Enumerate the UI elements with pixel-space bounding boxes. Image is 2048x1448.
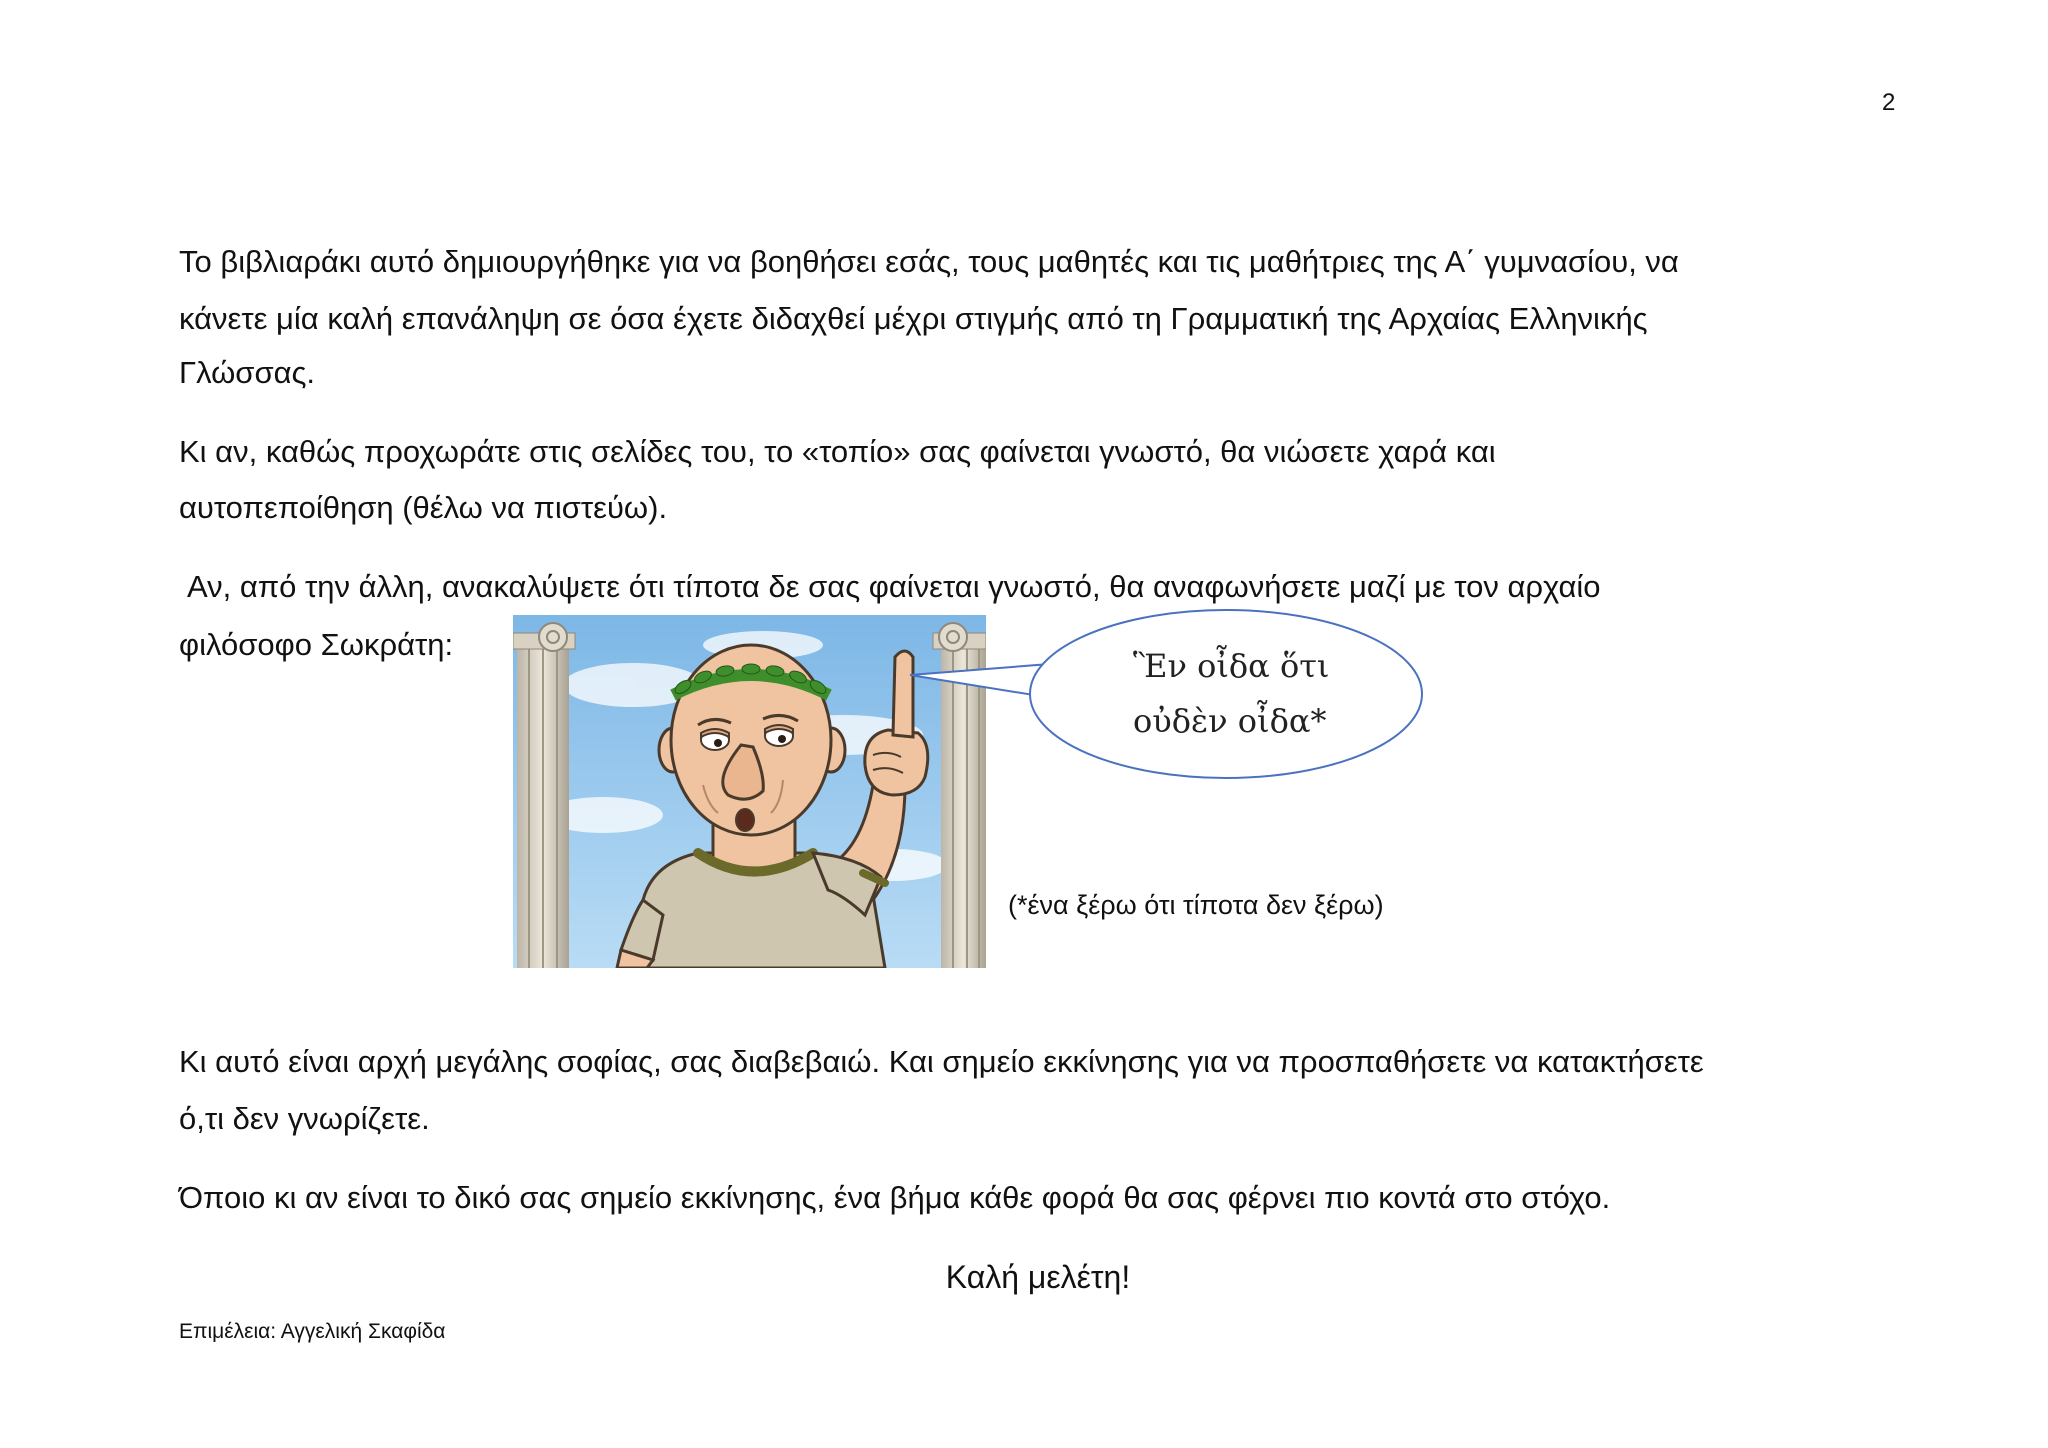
- translation-footnote: (*ένα ξέρω ότι τίποτα δεν ξέρω): [1008, 890, 1384, 920]
- paragraph-line: αυτοπεποίθηση (θέλω να πιστεύω).: [179, 490, 668, 525]
- page-number: 2: [1882, 89, 1896, 116]
- speech-bubble-line: οὐδὲν οἶδα*: [1133, 702, 1327, 740]
- paragraph-line: ό,τι δεν γνωρίζετε.: [179, 1101, 430, 1136]
- speech-bubble-outline: [1030, 610, 1422, 778]
- paragraph-line: Το βιβλιαράκι αυτό δημιουργήθηκε για να βοηθήσει εσάς, τους μαθητές και τις μαθήτριες της Α΄ γυμνασίου, να: [179, 244, 1679, 279]
- paragraph-line: κάνετε μία καλή επανάληψη σε όσα έχετε διδαχθεί μέχρι στιγμής από τη Γραμματική της Αρχαίας Ελληνικής: [179, 301, 1648, 336]
- paragraph-line: Γλώσσας.: [179, 355, 316, 390]
- speech-bubble-line: Ἓν οἶδα ὅτι: [1133, 647, 1330, 685]
- speech-bubble: [900, 598, 1440, 793]
- paragraph-line: Κι αυτό είναι αρχή μεγάλης σοφίας, σας διαβεβαιώ. Και σημείο εκκίνησης για να προσπαθήσετε να κατακτήσετε: [179, 1044, 1704, 1079]
- paragraph-line: Κι αν, καθώς προχωράτε στις σελίδες του, το «τοπίο» σας φαίνεται γνωστό, θα νιώσετε χαρά και: [179, 434, 1496, 469]
- editor-credit: Επιμέλεια: Αγγελική Σκαφίδα: [179, 1320, 446, 1343]
- paragraph-line: Αν, από την άλλη, ανακαλύψετε ότι τίποτα δε σας φαίνεται γνωστό, θα αναφωνήσετε μαζί με τον αρχαίο: [187, 569, 1601, 604]
- paragraph-line: Όποιο κι αν είναι το δικό σας σημείο εκκίνησης, ένα βήμα κάθε φορά θα σας φέρνει πιο κοντά στο στόχο.: [179, 1180, 1611, 1215]
- closing-wish: Καλή μελέτη!: [945, 1259, 1131, 1295]
- paragraph-line: φιλόσοφο Σωκράτη:: [179, 627, 454, 662]
- left-column: [513, 623, 575, 968]
